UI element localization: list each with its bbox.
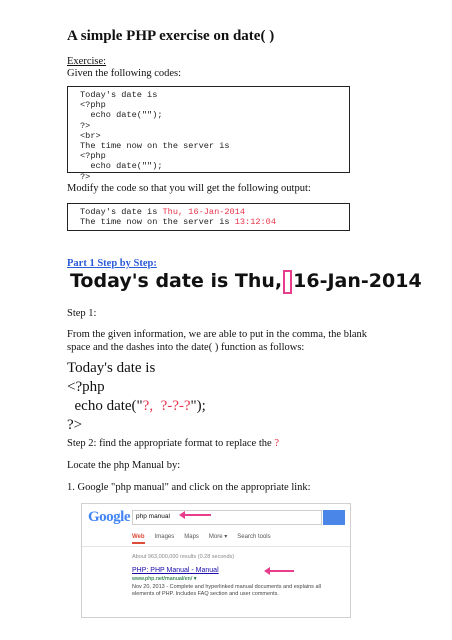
tab-more[interactable]: More ▾ [208,534,228,540]
step1-label: Step 1: [67,308,97,319]
code2-line4: ?> [67,417,83,433]
search-input[interactable]: php manual [132,510,322,525]
arrow-annotation [183,514,211,516]
output-line1-prefix: Today's date is [80,207,163,217]
code-block-1: Today's date is <?php echo date(""); ?> <br> The time now on the server is <?php echo date(""); ?> [67,86,350,173]
big-date-day: 16 [293,270,320,292]
search-tabs [132,533,281,540]
google-logo-text: Google [88,509,130,525]
code2-line2: <?php [67,379,105,395]
output-line1-value: Thu, 16-Jan-2014 [162,207,246,217]
big-date-image [70,270,422,300]
output-line2-value: 13:12:04 [234,217,276,228]
big-date-text-a: Today's date is Thu [70,270,275,292]
step2-prefix: Step 2: find the appropriate format to replace the [67,438,275,449]
exercise-label: Exercise: [67,56,107,67]
output-block [67,203,350,231]
step1-text: From the given information, we are able to put in the comma, the blank space and the dashes into the date( ) function as follows: [67,329,368,353]
modify-text: Modify the code so that you will get the following output: [67,183,311,194]
list-item-1: 1. Google "php manual" and click on the appropriate link: [67,482,311,493]
tab-search-tools[interactable]: Search tools [237,534,271,540]
code2-line3a: echo date(" [67,398,143,414]
big-date-year: -2014 [360,270,422,292]
page-title: A simple PHP exercise on date( ) [67,28,275,44]
locate-text: Locate the php Manual by: [67,460,181,471]
big-date-month: -Jan [319,270,361,292]
given-text: Given the following codes: [67,68,182,79]
code2-line3c: "); [190,398,206,414]
tab-maps[interactable]: Maps [184,534,199,540]
part1-heading: Part 1 Step by Step: [67,258,157,269]
step2-text [67,438,279,449]
result-arrow-annotation [268,570,294,572]
search-button[interactable] [323,510,345,525]
results-count: About 963,000,000 results (0.28 seconds) [132,554,235,560]
google-screenshot [81,503,351,618]
space-highlight-box [283,270,292,294]
big-date-comma: , [274,270,283,292]
code2-placeholders: ?, ?-?-? [142,398,191,414]
step2-question-mark: ? [274,438,279,449]
code-block-2 [67,359,206,435]
tab-web[interactable]: Web [132,534,145,544]
result-link[interactable]: PHP: PHP Manual - Manual [132,567,219,574]
result-url: www.php.net/manual/en/ ▾ [132,576,197,582]
google-logo [88,509,130,526]
result-description: Nov 20, 2013 - Complete and hyperlinked manual documents and explains all elements of PHP. Includes FAQ section and user comments. [132,584,321,597]
tab-images[interactable]: Images [154,534,175,540]
output-line2-prefix: The time now on the server is [80,217,235,228]
divider [82,546,350,547]
code2-line1: Today's date is [67,360,156,376]
